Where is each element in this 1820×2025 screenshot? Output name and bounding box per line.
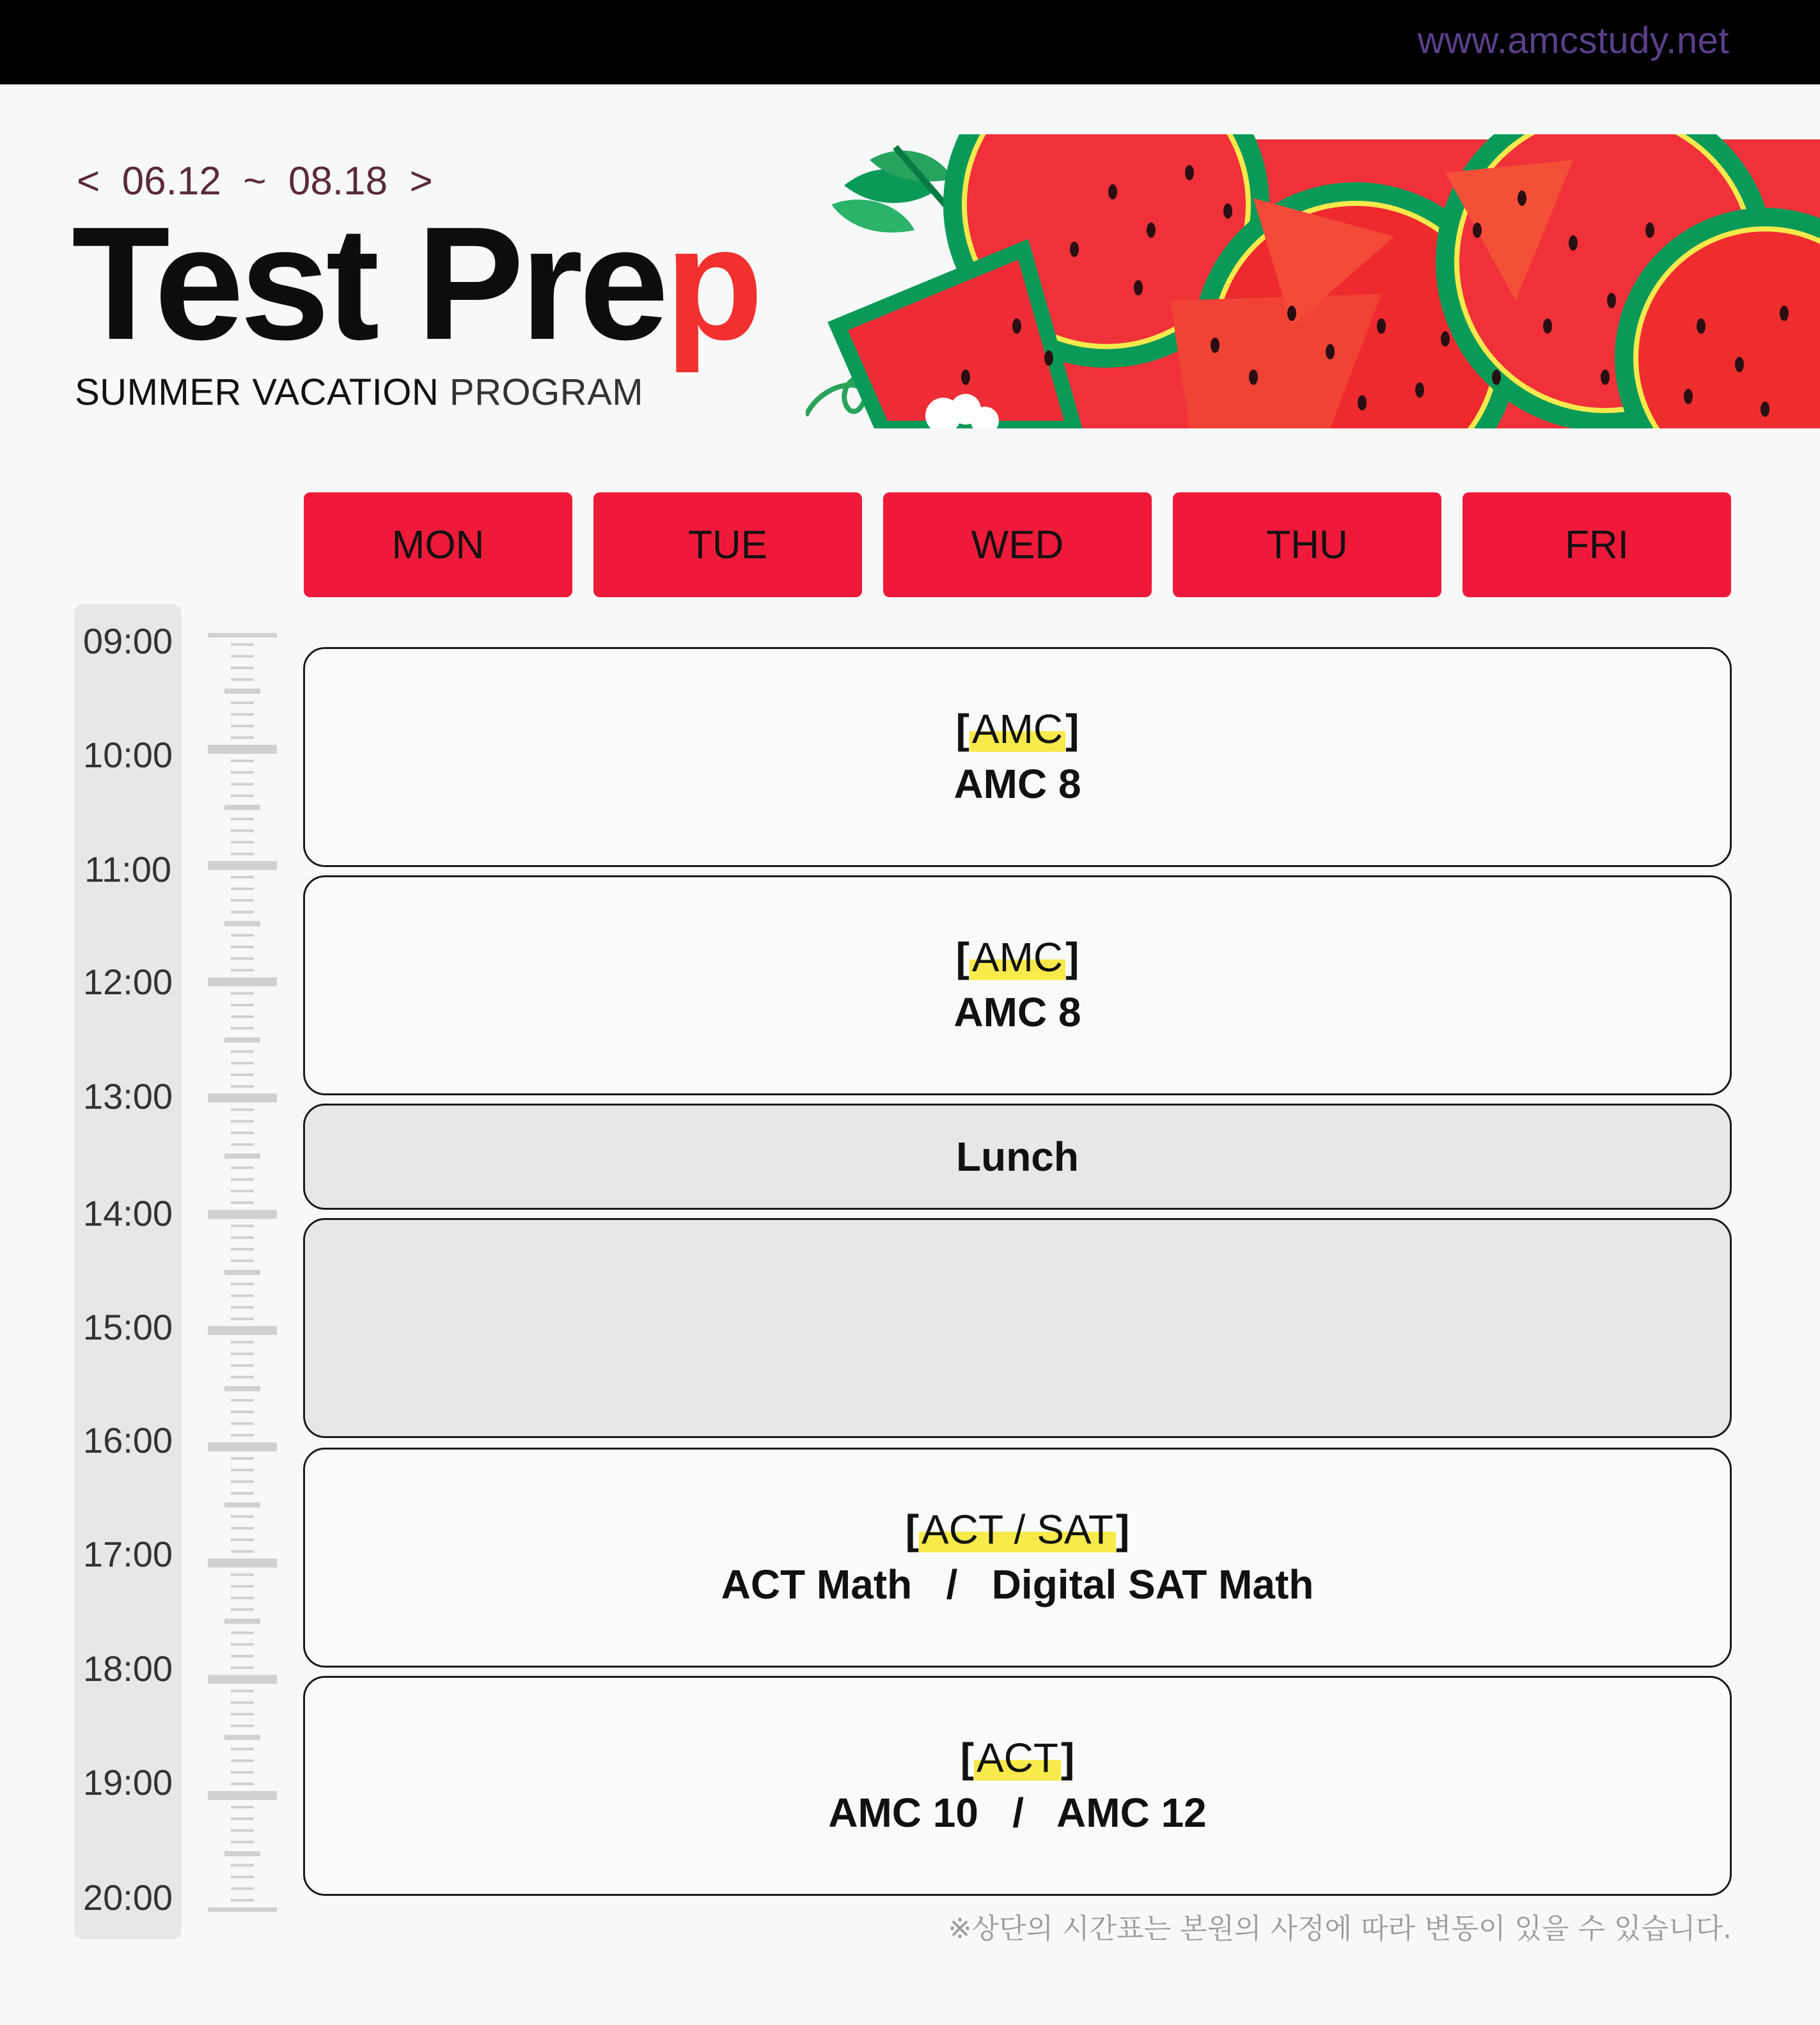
time-label: 11:00 bbox=[84, 849, 171, 889]
day-header-thu: THU bbox=[1173, 492, 1441, 597]
time-ruler-icon bbox=[208, 633, 278, 1912]
block-course: AMC 8 bbox=[953, 989, 1081, 1036]
day-header-wed: WED bbox=[883, 492, 1152, 597]
footnote: ※상단의 시간표는 본원의 사정에 따라 변동이 있을 수 있습니다. bbox=[948, 1912, 1732, 1945]
page-title bbox=[72, 194, 760, 373]
block-tag: [AMC] bbox=[955, 705, 1079, 752]
schedule-block-act-sat[interactable] bbox=[303, 1448, 1732, 1668]
block-tag-text: ACT / SAT bbox=[919, 1506, 1116, 1552]
lunch-label: Lunch bbox=[956, 1134, 1079, 1180]
watermelon-illustration-icon bbox=[806, 134, 1820, 428]
schedule-block-amc8-morning-1[interactable] bbox=[303, 647, 1732, 867]
time-label: 20:00 bbox=[82, 1877, 173, 1918]
block-tag-text: ACT bbox=[974, 1735, 1061, 1781]
block-tag: [ACT / SAT] bbox=[905, 1506, 1130, 1552]
time-label: 09:00 bbox=[82, 621, 173, 661]
time-label: 14:00 bbox=[82, 1193, 173, 1233]
title-accent: p bbox=[664, 194, 760, 373]
time-label: 18:00 bbox=[82, 1648, 173, 1689]
block-course: ACT Math / Digital SAT Math bbox=[721, 1561, 1314, 1608]
subtitle-light: PROGRAM bbox=[439, 371, 644, 413]
subtitle-bold: SUMMER VACATION bbox=[75, 371, 439, 413]
title-main: Test Pre bbox=[72, 194, 665, 373]
time-label: 19:00 bbox=[82, 1762, 173, 1802]
block-tag: [ACT] bbox=[960, 1734, 1075, 1781]
time-label: 12:00 bbox=[82, 962, 173, 1002]
time-rail bbox=[74, 604, 182, 1939]
schedule-block-lunch[interactable] bbox=[303, 1104, 1732, 1210]
schedule-block-empty[interactable] bbox=[303, 1218, 1732, 1438]
watermelon-banner-image bbox=[806, 134, 1820, 428]
time-label: 15:00 bbox=[82, 1307, 173, 1347]
day-header-mon: MON bbox=[304, 492, 572, 597]
block-tag: [AMC] bbox=[955, 934, 1079, 980]
day-header-fri: FRI bbox=[1463, 492, 1731, 597]
time-label: 17:00 bbox=[82, 1534, 173, 1574]
schedule-block-act[interactable] bbox=[303, 1676, 1732, 1896]
block-course: AMC 10 / AMC 12 bbox=[828, 1790, 1207, 1836]
day-header-tue: TUE bbox=[593, 492, 862, 597]
site-url-link[interactable]: www.amcstudy.net bbox=[1417, 20, 1729, 61]
schedule-block-amc8-morning-2[interactable] bbox=[303, 875, 1732, 1095]
block-course: AMC 8 bbox=[953, 761, 1081, 808]
top-bar bbox=[0, 0, 1820, 84]
block-tag-text: AMC bbox=[969, 706, 1065, 752]
time-label: 10:00 bbox=[82, 735, 173, 775]
date-range: < 06.12 ~ 08.18 > bbox=[77, 159, 433, 203]
time-label: 13:00 bbox=[82, 1076, 173, 1116]
time-label: 16:00 bbox=[82, 1420, 173, 1460]
page-subtitle bbox=[75, 371, 643, 414]
block-tag-text: AMC bbox=[969, 934, 1065, 980]
